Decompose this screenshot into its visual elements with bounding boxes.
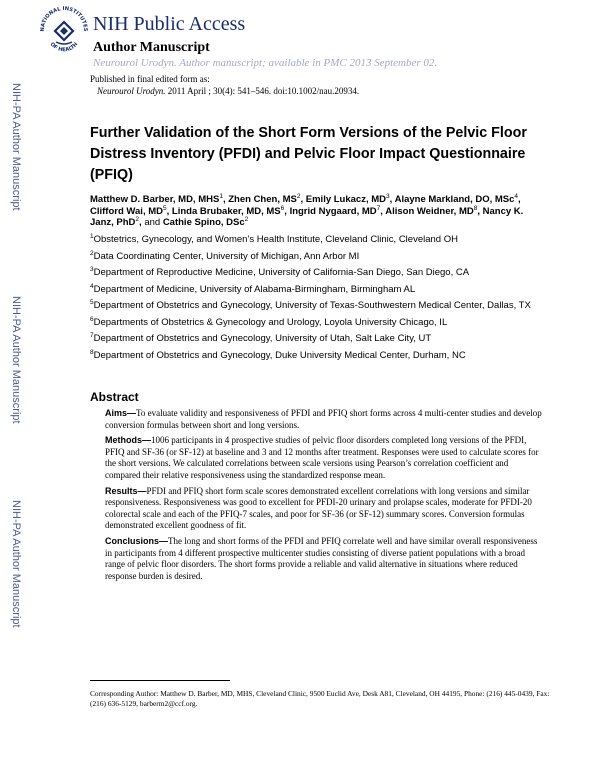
author-affiliation-mark: 2 — [244, 215, 249, 223]
author-affiliation-mark: 6 — [280, 204, 285, 212]
author-name: Alayne Markland, DO, MSc — [394, 194, 515, 205]
nih-seal-logo — [38, 0, 90, 68]
abstract-body — [105, 408, 545, 586]
affiliation-item — [90, 251, 550, 263]
affiliation-text: Department of Obstetrics and Gynecology, Duke University Medical Center, Durham, NC — [93, 349, 466, 361]
affiliation-item — [90, 234, 550, 246]
svg-text:OF HEALTH: OF HEALTH — [48, 41, 80, 54]
affiliation-list — [90, 234, 550, 366]
abstract-section-label: Methods — [105, 435, 142, 446]
author-name: Emily Lukacz, MD — [305, 194, 387, 205]
author-affiliation-mark: 2 — [296, 192, 301, 200]
author-conjunction: and — [144, 217, 161, 228]
author-list: Matthew D. Barber, MD, MHS$^1$, Zhen Chen, $MS^2$, Emily Lukacz, $MD^3$, Alayne Markland, DO, MSc$^4$, Clifford Wai, $MD^5$, Linda Brubaker, MD, $MS^6$, Ingrid Nygaard, $MD^7$, Alison Weidner, $MD^8$, Nancy K. Janz, PhD$^2$, and Cathie Spino, DSc$^2$ — [90, 192, 524, 228]
pmc-journal: Neurourol Urodyn. — [93, 57, 177, 69]
affiliation-item — [90, 284, 550, 296]
abstract-section-label: Conclusions — [105, 535, 160, 546]
affiliation-number: 1 — [90, 232, 94, 240]
author-affiliation-mark: 4 — [514, 192, 519, 200]
affiliation-item — [90, 350, 550, 362]
author-name: Clifford Wai, MD — [90, 205, 163, 217]
affiliation-number: 7 — [90, 331, 94, 339]
nih-public-access-title: NIH Public Access — [93, 13, 246, 35]
author-affiliation-mark: 2 — [135, 215, 140, 223]
abstract-heading: Abstract — [90, 390, 139, 404]
abstract-section: Conclusions—The long and short forms of the PFDI and PFIQ correlate well and have similar overall responsiveness in participants from 4 different prospective multicenter studies consisting of diverse patient populations with a broad range of pelvic floor disorders. The short forms provide a reliable and valid alternative in situations where reduced response burden is desired. — [105, 535, 538, 581]
author-name: Cathie Spino, DSc — [162, 217, 245, 228]
affiliation-number: 3 — [90, 265, 94, 273]
affiliation-number: 8 — [90, 348, 94, 356]
pmc-availability: Author manuscript; available in PMC 2013 September 02. — [176, 57, 438, 69]
svg-text:NATIONAL INSTITUTES: NATIONAL INSTITUTES — [39, 5, 89, 32]
sidebar-label-bottom: NIH-PA Author Manuscript — [10, 500, 22, 628]
author-name: Zhen Chen, MS — [228, 194, 297, 205]
affiliation-text: Department of Medicine, University of Alabama-Birmingham, Birmingham AL — [93, 283, 416, 295]
published-note: Published in final edited form as: — [90, 74, 210, 84]
author-name: Alison Weidner, MD — [385, 205, 474, 217]
author-name: Nancy K. Janz, PhD — [90, 205, 524, 228]
sidebar-label-top: NIH-PA Author Manuscript — [10, 83, 22, 211]
affiliation-item — [90, 317, 550, 329]
article-title: Further Validation of the Short Form Versions of the Pelvic Floor Distress Inventory (PFDI) and Pelvic Floor Impact Questionnaire (PFIQ) — [90, 125, 527, 183]
author-affiliation-mark: 1 — [219, 192, 223, 200]
abstract-section: Aims—To evaluate validity and responsiveness of PFDI and PFIQ short forms across 4 multi-center studies and develop conversion formulas between short and long versions. — [105, 408, 542, 430]
author-affiliation-mark: 5 — [163, 204, 167, 212]
author-affiliation-mark: 7 — [376, 204, 381, 212]
abstract-section: Results—PFDI and PFIQ short form scale scores demonstrated excellent correlations with long versions and similar responsiveness. Responsiveness was good to excellent for PFDI-20 urinary and prolapse scales, moderate for PFDI-20 colorectal scale and each of the PFIQ-7 scales, and poor for SF-36 (or SF-12) summary scores. Conversion formulas demonstrated excellent goodness of fit. — [105, 485, 532, 531]
affiliation-text: Data Coordinating Center, University of Michigan, Ann Arbor MI — [93, 250, 360, 262]
affiliation-text: Department of Obstetrics and Gynecology, University of Texas-Southwestern Medical Center, Dallas, TX — [93, 300, 531, 311]
corresponding-author-footnote: Corresponding Author: Matthew D. Barber, MD, MHS, Cleveland Clinic, 9500 Euclid Ave, Desk A81, Cleveland, OH 44195, Phone: (216) 445-0439, Fax: (216) 636-5129, barberm2@ccf.org. — [90, 689, 550, 708]
citation-journal: Neurourol Urodyn. — [97, 86, 166, 96]
abstract-section-label: Aims — [105, 408, 128, 418]
abstract-section-text: PFDI and PFIQ short form scale scores demonstrated excellent correlations with long versions and similar responsiveness. Responsiveness was good to excellent for PFDI-20 urinary and prolapse scales, moderate for PFDI-20 colorectal scale and each of the PFIQ-7 scales, and poor for SF-36 (or SF-12) summary scores. Conversion formulas demonstrated excellent goodness of fit. — [105, 485, 532, 531]
abstract-section-label: Results — [105, 485, 138, 496]
affiliation-item — [90, 300, 550, 312]
affiliation-number: 2 — [90, 249, 94, 257]
affiliation-text: Department of Obstetrics and Gynecology, University of Utah, Salt Lake City, UT — [93, 333, 432, 344]
affiliation-text: Departments of Obstetrics & Gynecology and Urology, Loyola University Chicago, IL — [93, 316, 448, 328]
author-affiliation-mark: 8 — [473, 204, 478, 212]
affiliation-number: 6 — [90, 315, 94, 323]
abstract-section-text: 1006 participants in 4 prospective studies of pelvic floor disorders completed long versions of the PFDI, PFIQ and SF-36 (or SF-12) at baseline and 3 and 12 months after treatment. Responses were used to calculate scores for the short versions. We calculated correlations between scale versions using Pearson’s correlation coefficient and compared their relative responsiveness using the standardized response mean. — [105, 435, 539, 480]
author-name: Ingrid Nygaard, MD — [289, 205, 377, 217]
author-manuscript-label: Author Manuscript — [93, 40, 210, 55]
footnote-divider — [90, 680, 230, 681]
sidebar-label-middle: NIH-PA Author Manuscript — [10, 296, 22, 424]
author-affiliation-mark: 3 — [386, 192, 390, 200]
affiliation-item — [90, 333, 550, 345]
author-name: Matthew D. Barber, MD, MHS — [90, 194, 220, 205]
affiliation-number: 5 — [90, 298, 94, 306]
citation-details: 2011 April ; 30(4): 541–546. doi:10.1002/nau.20934. — [165, 86, 360, 96]
affiliation-item — [90, 267, 550, 279]
abstract-section-text: To evaluate validity and responsiveness of PFDI and PFIQ short forms across 4 multi-center studies and develop conversion formulas between short and long versions. — [105, 408, 542, 430]
affiliation-text: Obstetrics, Gynecology, and Women’s Health Institute, Cleveland Clinic, Cleveland OH — [93, 234, 458, 245]
citation — [97, 86, 359, 96]
author-name: Linda Brubaker, MD, MS — [171, 205, 281, 217]
abstract-section: Methods—1006 participants in 4 prospective studies of pelvic floor disorders completed long versions of the PFDI, PFIQ and SF-36 (or SF-12) at baseline and 3 and 12 months after treatment. Responses were used to calculate scores for the short versions. We calculated correlations between scale versions using Pearson’s correlation coefficient and compared their relative responsiveness using the standardized response mean. — [105, 435, 539, 480]
affiliation-number: 4 — [90, 282, 94, 290]
pmc-availability-line — [93, 57, 437, 69]
abstract-section-text: The long and short forms of the PFDI and PFIQ correlate well and have similar overall responsiveness in participants from 4 different prospective multicenter studies consisting of diverse patient populations with a broad range of pelvic floor disorders. The short forms provide a reliable and valid alternative in situations where reduced response burden is desired. — [105, 535, 538, 581]
affiliation-text: Department of Reproductive Medicine, University of California-San Diego, San Diego, CA — [93, 267, 470, 278]
